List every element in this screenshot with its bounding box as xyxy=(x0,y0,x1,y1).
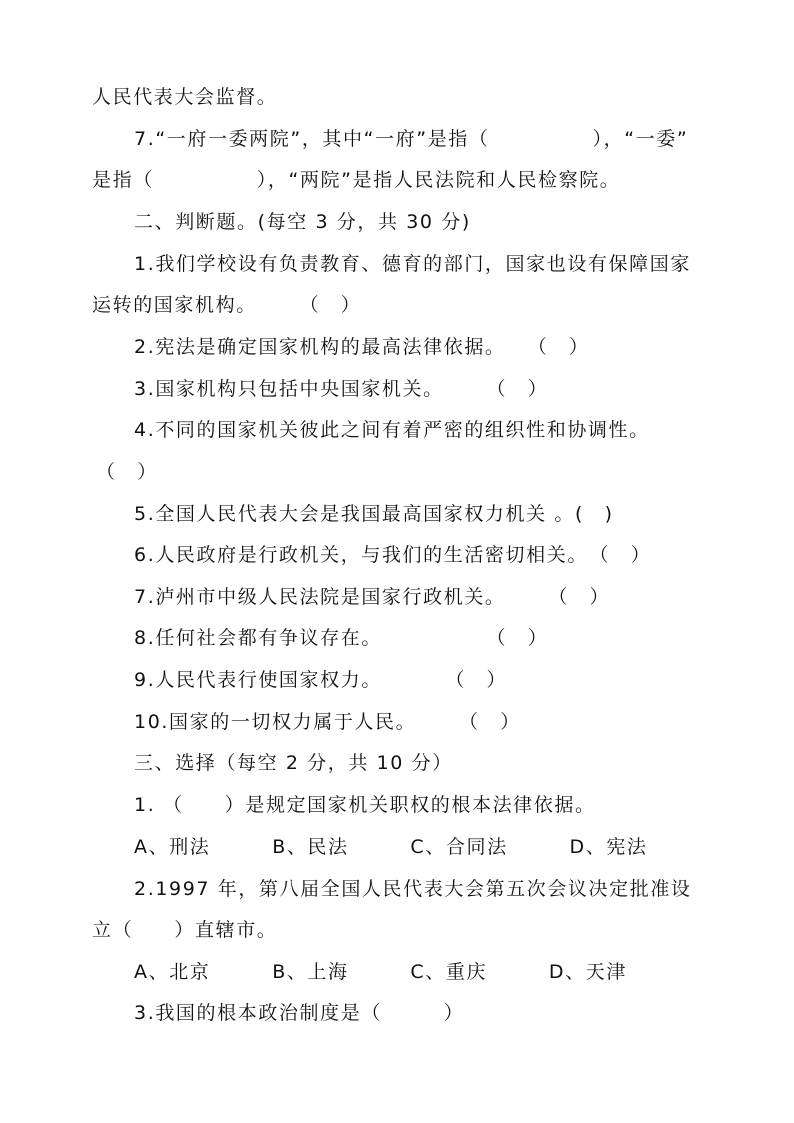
question-choice-2-cont: 立（ ）直辖市。 xyxy=(92,919,278,941)
question-judge-5: 5.全国人民代表大会是我国最高国家权力机关 。( ) xyxy=(134,503,614,525)
question-judge-4-cont: （ ） xyxy=(96,461,158,483)
text-line-1: 人民代表大会监督。 xyxy=(92,86,278,108)
question-judge-7: 7.泸州市中级人民法院是国家行政机关。 （ ） xyxy=(134,586,611,608)
question-judge-1: 1.我们学校设有负责教育、德育的部门，国家也设有保障国家 xyxy=(134,253,691,275)
question-judge-1-cont: 运转的国家机构。 （ ） xyxy=(92,294,362,316)
question-judge-3: 3.国家机构只包括中央国家机关。 （ ） xyxy=(134,378,549,400)
question-judge-8: 8.任何社会都有争议存在。 （ ） xyxy=(134,627,549,649)
question-choice-1: 1. （ ）是规定国家机关职权的根本法律依据。 xyxy=(134,794,596,816)
text-line-2: 7.“一府一委两院”，其中“一府”是指（ ），“一委” xyxy=(134,128,689,150)
text-line-3: 是指（ ），“两院”是指人民法院和人民检察院。 xyxy=(92,169,621,191)
question-judge-6: 6.人民政府是行政机关，与我们的生活密切相关。 （ ） xyxy=(134,544,652,566)
section-heading-judgement: 二、判断题。(每空 3 分，共 30 分) xyxy=(134,211,471,233)
question-choice-3: 3.我国的根本政治制度是（ ） xyxy=(134,1002,465,1024)
question-judge-4: 4.不同的国家机关彼此之间有着严密的组织性和协调性。 xyxy=(134,419,650,441)
section-heading-choice: 三、选择（每空 2 分，共 10 分） xyxy=(134,752,453,774)
question-choice-1-options: A、刑法 B、民法 C、合同法 D、宪法 xyxy=(134,836,648,858)
question-judge-9: 9.人民代表行使国家权力。 （ ） xyxy=(134,669,508,691)
question-judge-2: 2.宪法是确定国家机构的最高法律依据。 （ ） xyxy=(134,336,590,358)
question-choice-2: 2.1997 年，第八届全国人民代表大会第五次会议决定批准设 xyxy=(134,878,692,900)
question-judge-10: 10.国家的一切权力属于人民。 （ ） xyxy=(134,711,521,733)
question-choice-2-options: A、北京 B、上海 C、重庆 D、天津 xyxy=(134,961,627,983)
